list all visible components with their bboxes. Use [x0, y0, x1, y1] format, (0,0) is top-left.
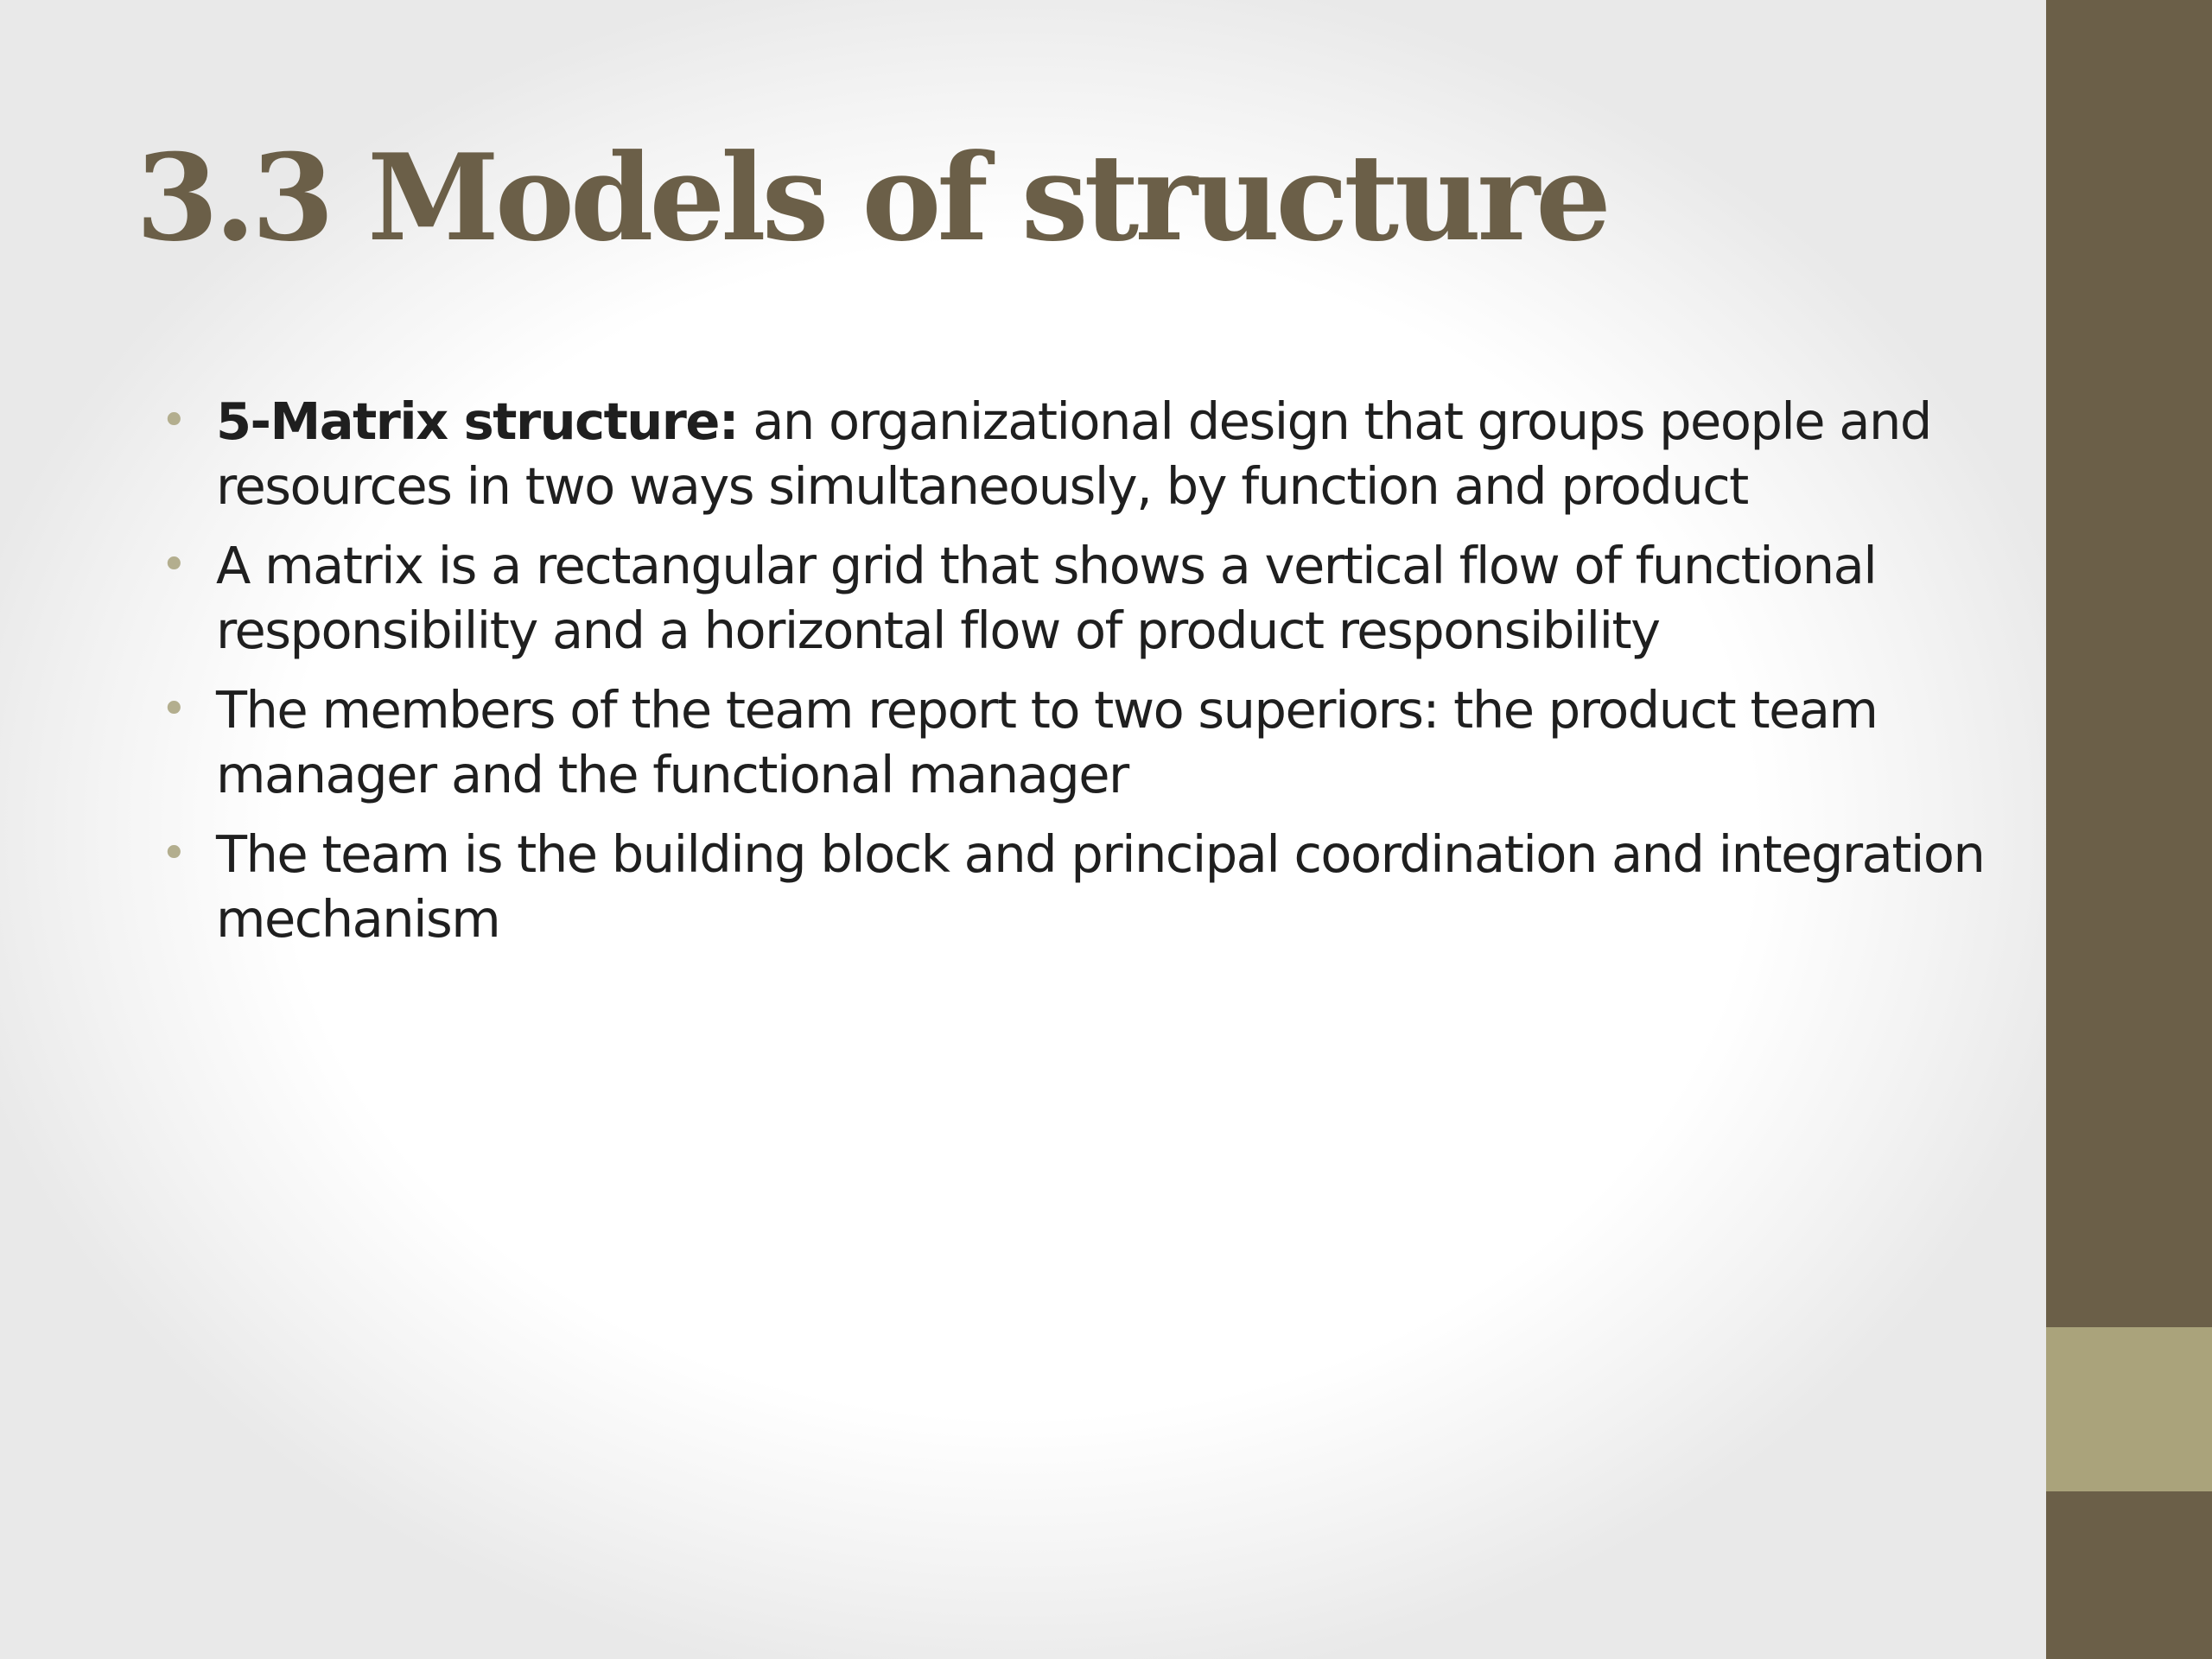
bullet-icon: •	[161, 828, 187, 880]
side-accent-block	[2046, 1327, 2212, 1491]
bullet-item-matrix-structure	[159, 389, 2017, 518]
bullet-text: The team is the building block and principal coordination and integration mechanism	[216, 824, 1985, 949]
bullet-list	[159, 389, 2017, 966]
bullet-item-two-superiors	[159, 677, 2017, 807]
bullet-text: an organizational design that groups people and resources in two ways simultaneously, by function and product	[216, 391, 1931, 516]
bullet-term: 5-Matrix structure:	[216, 391, 738, 451]
bullet-icon: •	[161, 539, 187, 591]
bullet-text: A matrix is a rectangular grid that shows a vertical flow of functional responsibility and a horizontal flow of product responsibility	[216, 536, 1877, 660]
bullet-item-team-building-block	[159, 822, 2017, 951]
bullet-text: The members of the team report to two superiors: the product team manager and the functional manager	[216, 680, 1878, 804]
bullet-icon: •	[161, 683, 187, 735]
slide-title: 3.3 Models of structure	[136, 127, 1607, 268]
bullet-item-matrix-grid	[159, 533, 2017, 663]
bullet-icon: •	[161, 395, 187, 447]
